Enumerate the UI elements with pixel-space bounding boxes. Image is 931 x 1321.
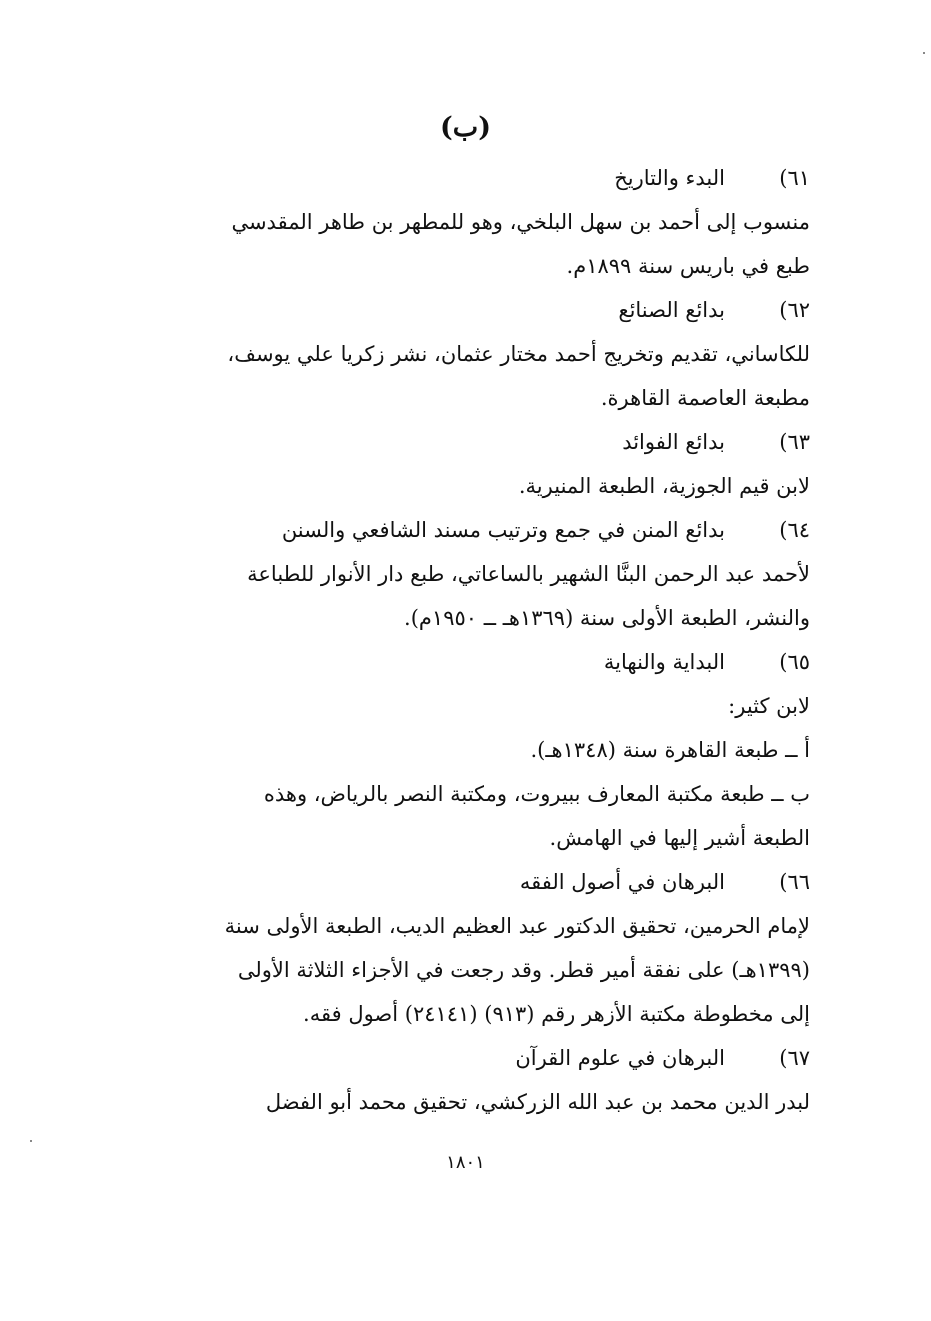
scan-speck [923,52,925,54]
entry-description-line: لابن كثير: [728,694,810,718]
entry-description-line: لبدر الدين محمد بن عبد الله الزركشي، تحقيق محمد أبو الفضل [265,1090,810,1114]
entry-description-line: إلى مخطوطة مكتبة الأزهر رقم (٩١٣) (٢٤١٤١) أصول فقه. [303,1002,810,1026]
entry-description-line: لابن قيم الجوزية، الطبعة المنيرية. [518,474,810,498]
entry-title: البداية والنهاية [603,650,725,674]
entry-description [138,904,810,1036]
entry-number: ٦١) [779,166,810,190]
entry-number: ٦٤) [779,518,810,542]
section-letter-heading: (ب) [440,112,491,143]
entry-description-line: ب ــ طبعة مكتبة المعارف ببيروت، ومكتبة النصر بالرياض، وهذه [263,782,810,806]
entry-description [138,200,810,288]
entry-heading [138,640,810,684]
entry-description-line: منسوب إلى أحمد بن سهل البلخي، وهو للمطهر بن طاهر المقدسي [231,210,810,234]
entry-description [138,552,810,640]
entry-description [138,464,810,508]
entry-heading [138,288,810,332]
entry-title: البرهان في علوم القرآن [515,1046,725,1070]
entry-title: البرهان في أصول الفقه [519,870,725,894]
entry-description-line: أ ــ طبعة القاهرة سنة (١٣٤٨هـ). [530,738,810,762]
entry-description-line: والنشر، الطبعة الأولى سنة (١٣٦٩هـ ــ ١٩٥٠م). [404,606,810,630]
entry-description [138,1080,810,1124]
entry-number: ٦٧) [779,1046,810,1070]
entry-description-line: للكاساني، تقديم وتخريج أحمد مختار عثمان، نشر زكريا علي يوسف، [227,342,810,366]
entry-heading [138,420,810,464]
entry-title: بدائع المنن في جمع وترتيب مسند الشافعي والسنن [281,518,725,542]
entry-description-line: لأحمد عبد الرحمن البنَّا الشهير بالساعاتي، طبع دار الأنوار للطباعة [247,562,810,586]
entry-description-line: الطبعة أشير إليها في الهامش. [549,826,810,850]
entry-number: ٦٢) [779,298,810,322]
entry-heading [138,156,810,200]
entry-number: ٦٣) [779,430,810,454]
scan-speck [30,1140,32,1142]
entry-description-line: طبع في باريس سنة ١٨٩٩م. [566,254,810,278]
page-number: ١٨٠١ [446,1152,485,1173]
entry-number: ٦٦) [779,870,810,894]
entry-description-line: (١٣٩٩هـ) على نفقة أمير قطر. وقد رجعت في الأجزاء الثلاثة الأولى [237,958,810,982]
entry-heading [138,860,810,904]
entry-description-line: لإمام الحرمين، تحقيق الدكتور عبد العظيم الديب، الطبعة الأولى سنة [224,914,810,938]
entry-heading [138,508,810,552]
entry-description-line: مطبعة العاصمة القاهرة. [600,386,810,410]
entry-title: بدائع الفوائد [622,430,725,454]
entry-heading [138,1036,810,1080]
entry-number: ٦٥) [779,650,810,674]
bibliography-entries [138,156,810,1124]
entry-description [138,332,810,420]
entry-title: البدء والتاريخ [614,166,725,190]
entry-description [138,684,810,860]
entry-title: بدائع الصنائع [618,298,725,322]
